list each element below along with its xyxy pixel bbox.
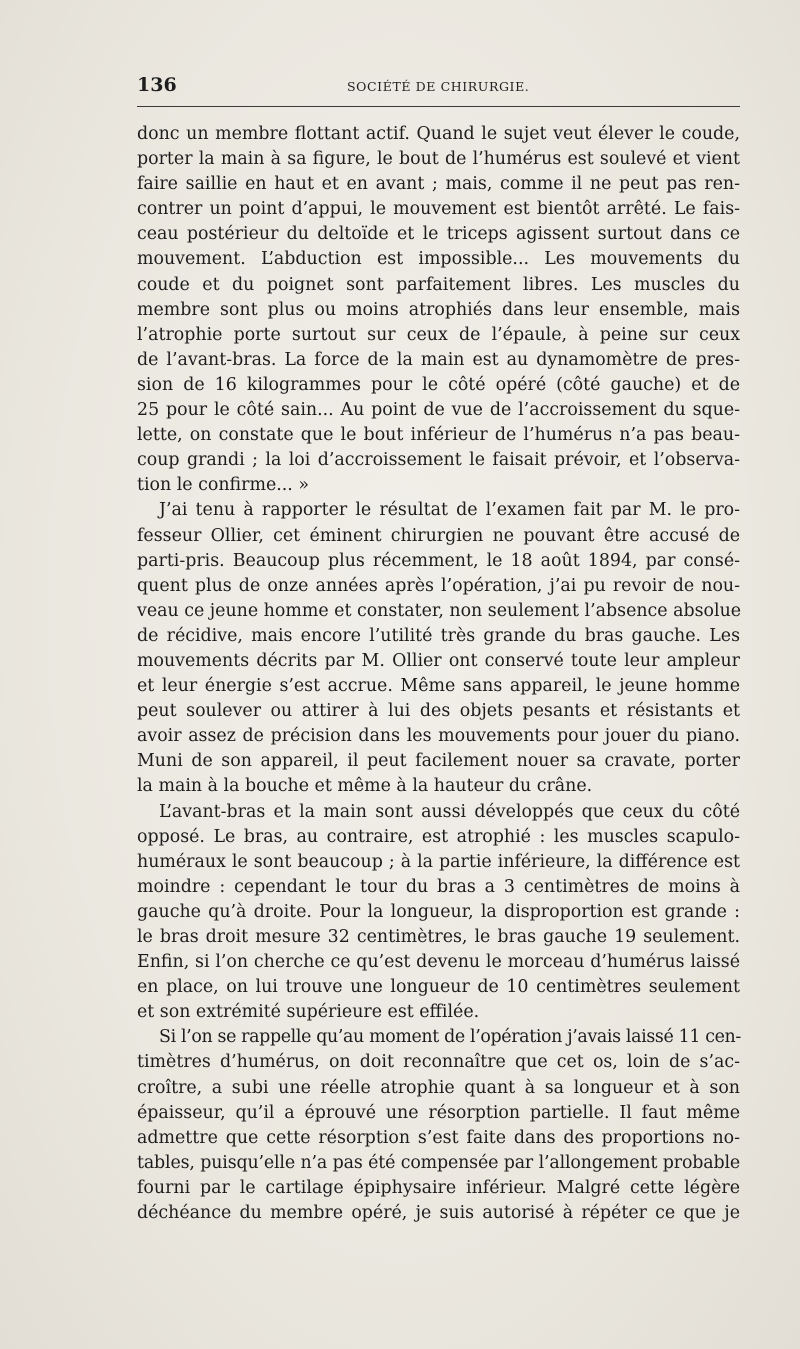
text-line: opposé. Le bras, au contraire, est atrophié : les muscles scapulo- (137, 826, 740, 847)
text-line: Muni de son appareil, il peut facilement nouer sa cravate, porter (137, 751, 740, 772)
text-line: gauche qu’à droite. Pour la longueur, la disproportion est grande : (137, 901, 740, 922)
text-line: mouvement. L’abduction est impossible... Les mouvements du (137, 249, 740, 270)
header-rule (137, 106, 740, 107)
text-line: membre sont plus ou moins atrophiés dans leur ensemble, mais (137, 299, 740, 320)
text-line: de récidive, mais encore l’utilité très grande du bras gauche. Les (137, 625, 740, 646)
running-head (137, 74, 740, 100)
running-title: SOCIÉTÉ DE CHIRURGIE. (347, 79, 530, 94)
text-line: en place, on lui trouve une longueur de 10 centimètres seulement (137, 977, 740, 998)
text-line: l’atrophie porte surtout sur ceux de l’épaule, à peine sur ceux (137, 324, 740, 345)
text-line: croître, a subi une réelle atrophie quant à sa longueur et à son (137, 1077, 740, 1098)
text-line: lette, on constate que le bout inférieur de l’humérus n’a pas beau- (137, 425, 740, 446)
text-line: huméraux le sont beaucoup ; à la partie inférieure, la différence est (137, 851, 740, 872)
text-line: tables, puisqu’elle n’a pas été compensée par l’allongement probable (137, 1152, 740, 1173)
text-line: fesseur Ollier, cet éminent chirurgien ne pouvant être accusé de (137, 525, 740, 546)
text-line: moindre : cependant le tour du bras a 3 centimètres de moins à (137, 876, 740, 897)
text-line: parti-pris. Beaucoup plus récemment, le 18 août 1894, par consé- (137, 550, 740, 571)
text-line: mouvements décrits par M. Ollier ont conservé toute leur ampleur (137, 650, 740, 671)
text-line: Si l’on se rappelle qu’au moment de l’opération j’avais laissé 11 cen- (159, 1027, 741, 1048)
text-line: et leur énergie s’est accrue. Même sans appareil, le jeune homme (137, 676, 740, 697)
text-line: veau ce jeune homme et constater, non seulement l’absence absolue (137, 600, 742, 621)
text-line: admettre que cette résorption s’est faite dans des proportions no- (137, 1127, 740, 1148)
text-line: fourni par le cartilage épiphysaire inférieur. Malgré cette légère (137, 1177, 740, 1198)
text-line: déchéance du membre opéré, je suis autorisé à répéter ce que je (137, 1203, 740, 1224)
text-line: épaisseur, qu’il a éprouvé une résorption partielle. Il faut même (137, 1102, 740, 1123)
text-line: coude et du poignet sont parfaitement libres. Les muscles du (137, 274, 740, 295)
text-line: ceau postérieur du deltoïde et le triceps agissent surtout dans ce (137, 224, 740, 245)
text-line: la main à la bouche et même à la hauteur du crâne. (137, 776, 593, 797)
text-line: contrer un point d’appui, le mouvement est bientôt arrêté. Le fais- (137, 199, 740, 220)
text-line: donc un membre flottant actif. Quand le sujet veut élever le coude, (137, 124, 740, 144)
text-line: porter la main à sa figure, le bout de l’humérus est soulevé et vient (137, 149, 740, 170)
text-line: peut soulever ou attirer à lui des objets pesants et résistants et (137, 701, 740, 722)
text-line: timètres d’humérus, on doit reconnaître que cet os, loin de s’ac- (137, 1052, 740, 1073)
text-line: le bras droit mesure 32 centimètres, le bras gauche 19 seulement. (137, 927, 740, 947)
text-line: faire saillie en haut et en avant ; mais, comme il ne peut pas ren- (137, 174, 740, 195)
text-line: J’ai tenu à rapporter le résultat de l’examen fait par M. le pro- (159, 500, 740, 521)
text-line: coup grandi ; la loi d’accroissement le faisait prévoir, et l’observa- (137, 450, 740, 471)
text-line: tion le confirme... » (137, 475, 309, 496)
text-line: quent plus de onze années après l’opération, j’ai pu revoir de nou- (137, 575, 740, 596)
text-line: et son extrémité supérieure est effilée. (137, 1002, 480, 1023)
text-line: L’avant-bras et la main sont aussi développés que ceux du côté (159, 801, 740, 822)
body-text (137, 122, 740, 1226)
text-line: sion de 16 kilogrammes pour le côté opéré (côté gauche) et de (137, 374, 740, 395)
page-number: 136 (137, 74, 177, 96)
text-line: 25 pour le côté sain... Au point de vue de l’accroissement du sque- (137, 400, 740, 421)
text-line: Enfin, si l’on cherche ce qu’est devenu le morceau d’humérus laissé (137, 952, 740, 973)
text-line: de l’avant-bras. La force de la main est au dynamomètre de pres- (137, 349, 740, 370)
text-line: avoir assez de précision dans les mouvements pour jouer du piano. (137, 726, 740, 747)
